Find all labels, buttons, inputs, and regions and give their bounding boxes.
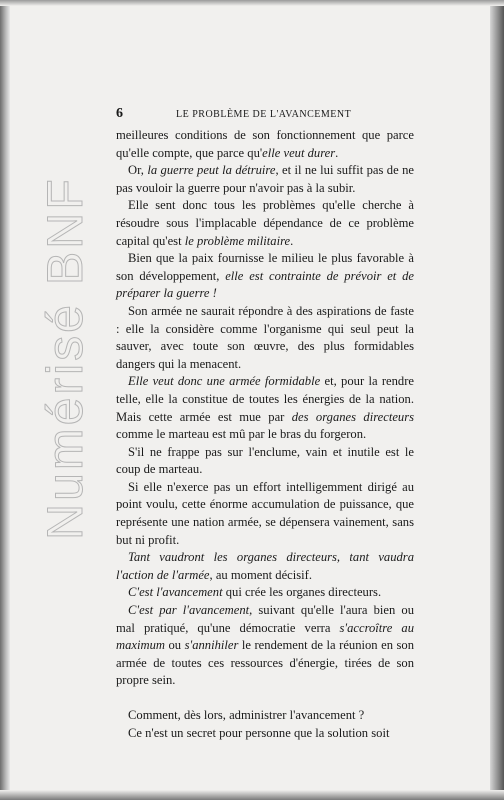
scan-edge-bottom bbox=[0, 790, 504, 800]
paragraph bbox=[116, 602, 414, 690]
paragraph bbox=[116, 127, 414, 162]
text-run: Son armée ne saurait répondre à des aspirations de faste : elle la considère comme l'organisme qui seul peut la sauver, avec toute son œuvre, des plus formidables dangers qui la menacent. bbox=[116, 303, 414, 371]
text-run: S'il ne frappe pas sur l'enclume, vain et inutile est le coup de marteau. bbox=[116, 444, 414, 477]
italic-text: Tant vaudront les organes directeurs, tant vaudra l'action de l'armée bbox=[116, 550, 414, 582]
paragraph bbox=[116, 373, 414, 443]
text-run: ou bbox=[164, 638, 185, 653]
text-run: , et il ne lui suffit pas de ne pas vouloir la guerre pour n'avoir pas à la subir. bbox=[116, 163, 414, 195]
text-run: Comment, dès lors, administrer l'avancement ? bbox=[128, 708, 365, 722]
paragraph bbox=[116, 303, 414, 373]
scan-edge-top bbox=[0, 0, 504, 6]
italic-text: des organes directeurs bbox=[291, 409, 415, 424]
text-run: le rendement de la réunion en son armée de toutes ces ressources d'énergie, tirées de son propre sein. bbox=[116, 638, 415, 688]
text-run: meilleures conditions de son fonctionnement que parce qu'elle compte, que parce qu' bbox=[116, 128, 414, 160]
paragraph bbox=[116, 444, 414, 479]
italic-text: elle est contrainte de prévoir et de préparer la guerre ! bbox=[116, 268, 414, 301]
page-header bbox=[116, 106, 414, 122]
text-run: . bbox=[335, 145, 339, 160]
text-run: et, pour la rendre telle, elle la constitue de toutes les énergies de la nation. Mais cette armée est mue par bbox=[116, 374, 414, 424]
running-title: LE PROBLÈME DE L'AVANCEMENT bbox=[176, 109, 352, 120]
page-number: 6 bbox=[116, 106, 123, 121]
text-run: Elle sent donc tous les problèmes qu'elle cherche à résoudre sous l'implacable dépendance de ce problème capital qu'est bbox=[116, 198, 414, 248]
paragraph bbox=[116, 162, 414, 197]
scan-edge-right bbox=[490, 0, 504, 800]
italic-text: elle veut durer bbox=[262, 145, 336, 160]
text-run: Ce n'est un secret pour personne que la solution soit bbox=[128, 725, 390, 740]
italic-text: s'accroître au maximum bbox=[116, 620, 414, 653]
italic-text: la guerre peut la détruire bbox=[147, 163, 276, 178]
text-run: , suivant qu'elle l'aura bien ou mal pratiqué, qu'une démocratie verra bbox=[116, 603, 414, 635]
italic-text: Elle veut donc une armée formidable bbox=[128, 374, 321, 389]
scan-edge-left bbox=[0, 0, 10, 800]
paragraph bbox=[116, 707, 414, 725]
text-run: . bbox=[290, 233, 294, 248]
text-run: comme le marteau est mû par le bras du forgeron. bbox=[116, 427, 367, 442]
italic-text: le problème militaire bbox=[184, 233, 291, 248]
text-run: Si elle n'exerce pas un effort intelligemment dirigé au point voulu, cette énorme accumulation de puissance, que représente une nation armée, se dépensera vainement, sans but ni profit. bbox=[116, 479, 414, 547]
text-run: Bien que la paix fournisse le milieu le plus favorable à son développement, bbox=[116, 251, 414, 283]
paragraph bbox=[116, 725, 414, 743]
italic-text: C'est par l'avancement bbox=[128, 603, 250, 618]
text-run: Or, bbox=[128, 163, 148, 178]
text-run: qui crée les organes directeurs. bbox=[222, 585, 382, 600]
italic-text: C'est l'avancement bbox=[128, 585, 223, 600]
watermark-numerise-bnf: Numérisé BNF bbox=[37, 176, 93, 540]
paragraph bbox=[116, 584, 414, 602]
text-run: , au moment décisif. bbox=[209, 567, 313, 582]
paragraph bbox=[116, 549, 414, 584]
paragraph bbox=[116, 250, 414, 303]
paragraph bbox=[116, 479, 414, 549]
body-text bbox=[116, 127, 414, 742]
paragraph bbox=[116, 197, 414, 250]
italic-text: s'annihiler bbox=[184, 638, 239, 653]
